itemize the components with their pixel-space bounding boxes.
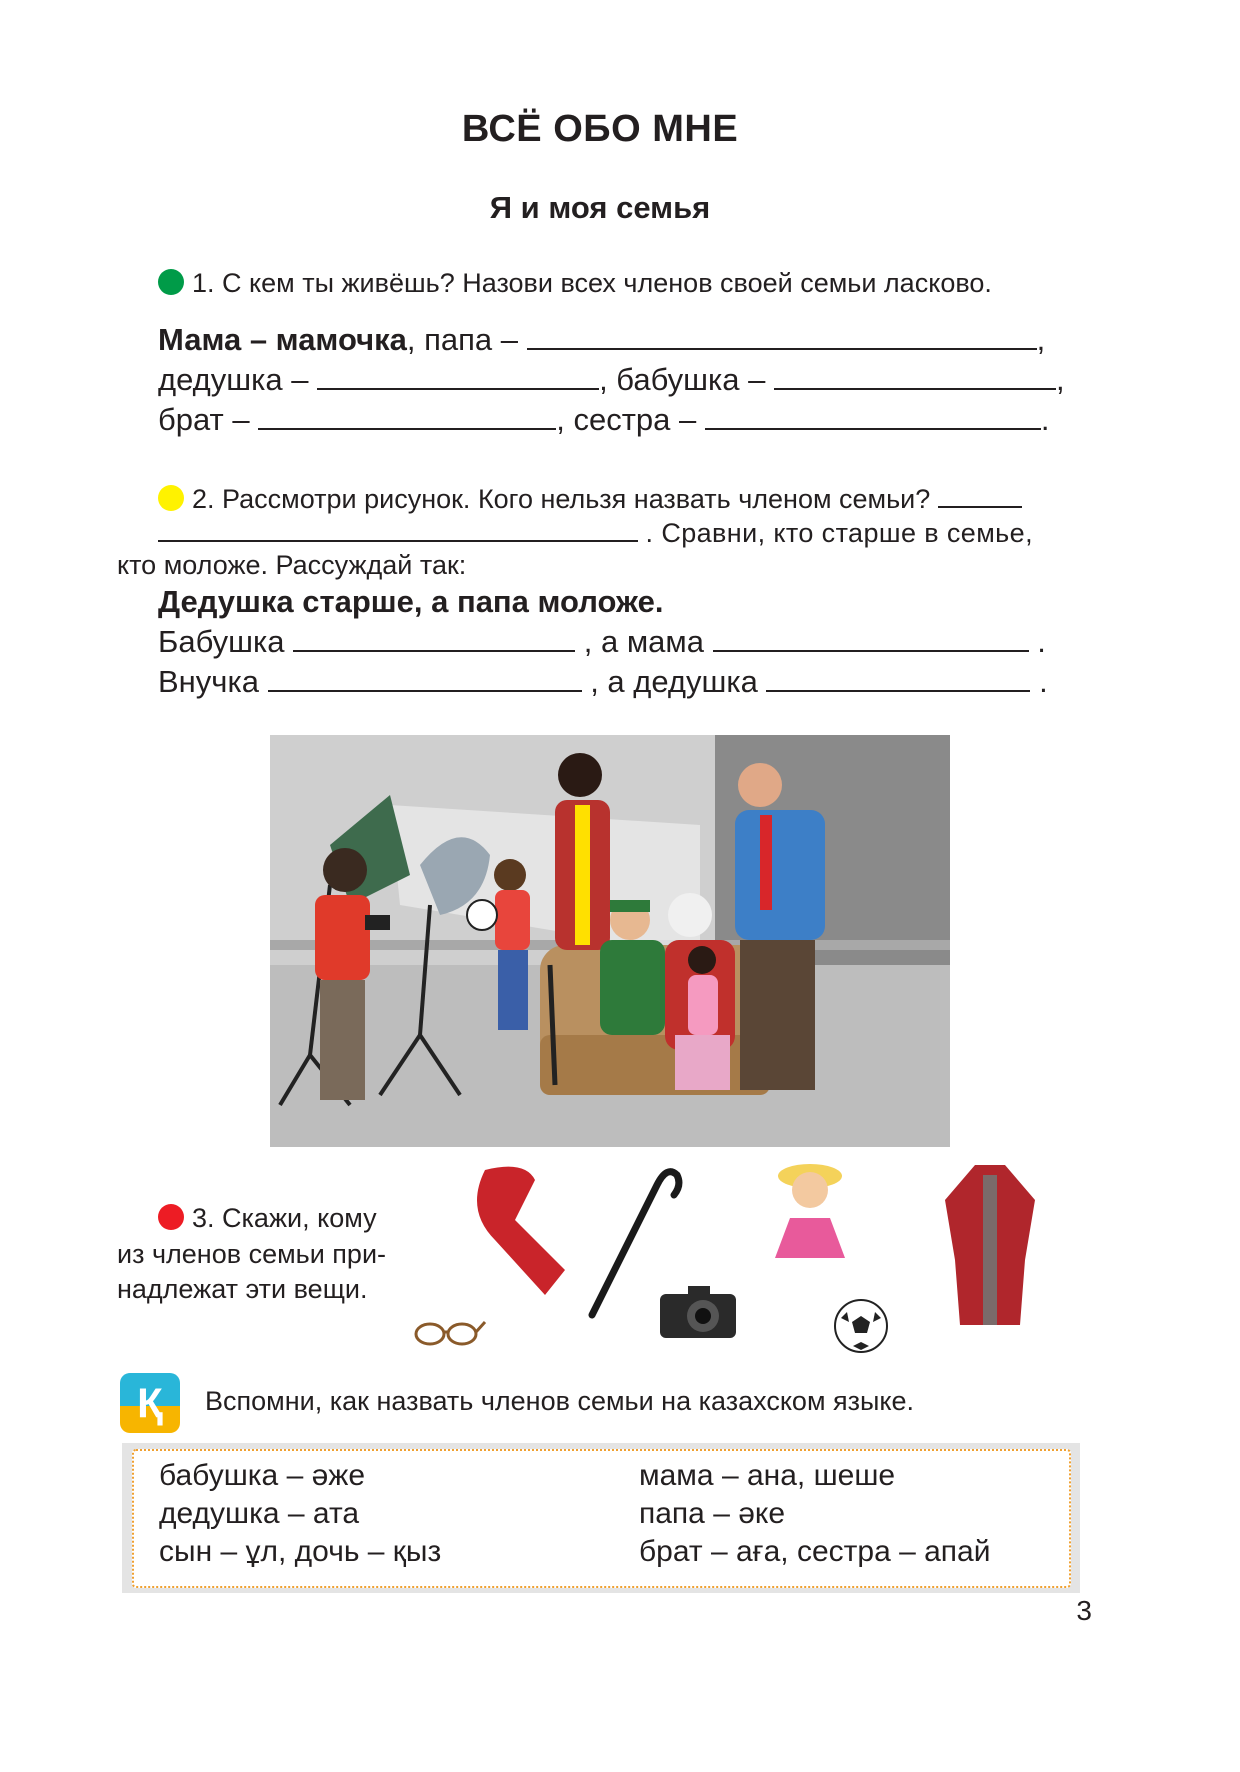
task2-example: Дедушка старше, а папа моложе. xyxy=(158,584,664,619)
task2-line3: кто моложе. Рассуждай так: xyxy=(117,550,467,580)
kazakh-prompt: Вспомни, как назвать членов семьи на казахском языке. xyxy=(205,1386,915,1416)
task1-row3 xyxy=(158,400,1049,440)
task3-line2: из членов семьи при- xyxy=(117,1239,387,1269)
red-dot-icon xyxy=(158,1204,184,1230)
task2-text-1: 2. Рассмотри рисунок. Кого нельзя назвать членом семьи? xyxy=(192,484,931,514)
doll-icon xyxy=(765,1158,855,1278)
mama-compare-line[interactable] xyxy=(713,622,1029,652)
family-photo-illustration xyxy=(270,735,950,1147)
section-subtitle: Я и моя семья xyxy=(489,190,711,225)
babushka-compare-line[interactable] xyxy=(293,622,575,652)
task3-line3: надлежат эти вещи. xyxy=(117,1274,368,1304)
task3-line1 xyxy=(158,1200,377,1236)
kazakh-vocabulary-box xyxy=(122,1443,1080,1593)
vocab-left-2: дедушка – ата xyxy=(159,1497,360,1530)
football-icon xyxy=(833,1298,889,1354)
task2-answer-line-b[interactable] xyxy=(158,512,638,542)
period: . xyxy=(1037,624,1046,659)
dedushka-label: дедушка – xyxy=(158,362,309,397)
period: . xyxy=(1040,402,1050,437)
glasses-icon xyxy=(412,1312,487,1352)
task3-text-1: 3. Скажи, кому xyxy=(192,1203,377,1233)
red-robe-icon xyxy=(935,1160,1045,1330)
vnuchka-compare-label: Внучка xyxy=(158,664,259,699)
vocab-right-1: мама – ана, шеше xyxy=(639,1459,896,1492)
vocab-left-1: бабушка – әже xyxy=(159,1459,366,1492)
vocab-left-3: сын – ұл, дочь – қыз xyxy=(159,1535,442,1568)
green-dot-icon xyxy=(158,269,184,295)
task2-answer-line-a[interactable] xyxy=(938,478,1022,508)
task1-example: Мама – мамочка xyxy=(158,322,407,357)
vocabulary-inner-frame xyxy=(132,1449,1071,1588)
camera-icon xyxy=(658,1282,738,1342)
task1-text: 1. С кем ты живёшь? Назови всех членов своей семьи ласково. xyxy=(192,268,992,298)
vnuchka-compare-line[interactable] xyxy=(268,662,582,692)
brat-label: брат – xyxy=(158,402,250,437)
dedushka-compare-line[interactable] xyxy=(766,662,1030,692)
task1-question xyxy=(158,265,992,301)
babushka-label: , бабушка – xyxy=(599,362,766,397)
vocab-right-3: брат – аға, сестра – апай xyxy=(639,1535,991,1568)
sestra-answer-line[interactable] xyxy=(705,400,1041,430)
mama-compare-label: , а мама xyxy=(583,624,704,659)
sestra-label: , сестра – xyxy=(556,402,697,437)
page-title: ВСЁ ОБО МНЕ xyxy=(461,108,739,150)
task2-row1 xyxy=(158,622,1046,662)
babushka-compare-label: Бабушка xyxy=(158,624,285,659)
task2-text-2: . Сравни, кто старше в семье, xyxy=(645,518,1033,548)
period: . xyxy=(1039,664,1048,699)
task1-row2 xyxy=(158,360,1065,400)
dedushka-answer-line[interactable] xyxy=(317,360,599,390)
comma: , xyxy=(1036,322,1046,357)
badge-letter: Қ xyxy=(137,1379,163,1426)
brat-answer-line[interactable] xyxy=(258,400,556,430)
papa-answer-line[interactable] xyxy=(527,320,1037,350)
red-scarf-icon xyxy=(455,1160,575,1300)
task2-row2 xyxy=(158,662,1048,702)
dedushka-compare-label: , а дедушка xyxy=(590,664,758,699)
vocab-right-2: папа – әке xyxy=(639,1497,786,1530)
comma: , xyxy=(1056,362,1065,397)
babushka-answer-line[interactable] xyxy=(774,360,1056,390)
papa-label: , папа – xyxy=(406,322,519,357)
page-number: 3 xyxy=(1076,1595,1092,1626)
task1-row1 xyxy=(158,320,1045,360)
kazakh-language-badge xyxy=(120,1373,180,1433)
family-scene-svg xyxy=(270,735,950,1147)
task2-line2 xyxy=(158,512,1033,551)
yellow-dot-icon xyxy=(158,485,184,511)
